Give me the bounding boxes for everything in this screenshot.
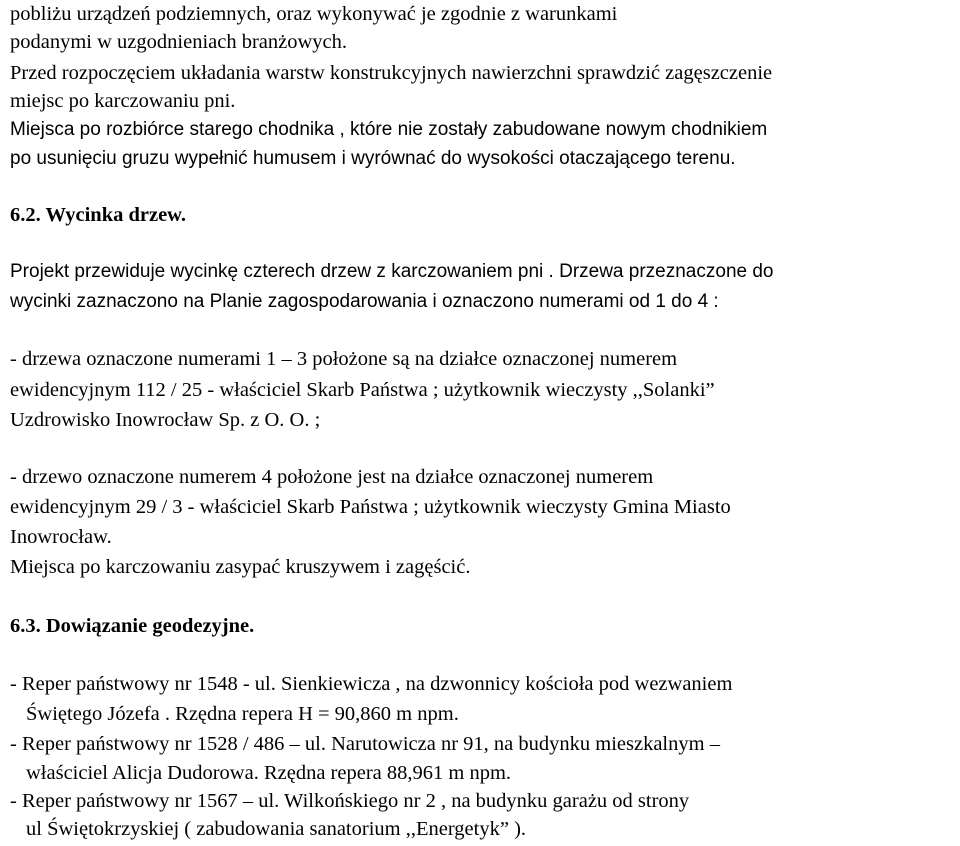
paragraph-line: Przed rozpoczęciem układania warstw konstrukcyjnych nawierzchni sprawdzić zagęszczenie — [10, 62, 773, 84]
list-item-continuation: ul Świętokrzyskiej ( zabudowania sanatorium ,,Energetyk” ). — [26, 818, 527, 840]
list-item-continuation: Świętego Józefa . Rzędna repera H = 90,860 m npm. — [26, 703, 459, 725]
paragraph-line: Miejsca po karczowaniu zasypać kruszywem i zagęścić. — [10, 556, 471, 578]
paragraph-line: miejsc po karczowaniu pni. — [10, 90, 236, 112]
paragraph-line: - drzewa oznaczone numerami 1 – 3 położone są na działce oznaczonej numerem — [10, 348, 678, 370]
paragraph-line: pobliżu urządzeń podziemnych, oraz wykonywać je zgodnie z warunkami — [10, 3, 618, 25]
paragraph-line: po usunięciu gruzu wypełnić humusem i wyrównać do wysokości otaczającego terenu. — [10, 148, 736, 169]
paragraph-line: - drzewo oznaczone numerem 4 położone jest na działce oznaczonej numerem — [10, 466, 654, 488]
list-item: - Reper państwowy nr 1567 – ul. Wilkońskiego nr 2 , na budynku garażu od strony — [10, 790, 690, 812]
list-item-continuation: właściciel Alicja Dudorowa. Rzędna repera 88,961 m npm. — [26, 762, 512, 784]
paragraph-line: ewidencyjnym 112 / 25 - właściciel Skarb Państwa ; użytkownik wieczysty ,,Solanki” — [10, 379, 715, 401]
list-item: - Reper państwowy nr 1528 / 486 – ul. Narutowicza nr 91, na budynku mieszkalnym – — [10, 733, 720, 755]
paragraph-line: Uzdrowisko Inowrocław Sp. z O. O. ; — [10, 409, 321, 431]
section-heading: 6.2. Wycinka drzew. — [10, 204, 186, 226]
paragraph-line: Inowrocław. — [10, 526, 112, 548]
paragraph-line: podanymi w uzgodnieniach branżowych. — [10, 31, 348, 53]
section-heading: 6.3. Dowiązanie geodezyjne. — [10, 615, 255, 637]
paragraph-line: Miejsca po rozbiórce starego chodnika , które nie zostały zabudowane nowym chodnikiem — [10, 119, 768, 140]
paragraph-line: Projekt przewiduje wycinkę czterech drzew z karczowaniem pni . Drzewa przeznaczone do — [10, 261, 774, 282]
list-item: - Reper państwowy nr 1548 - ul. Sienkiewicza , na dzwonnicy kościoła pod wezwaniem — [10, 673, 733, 695]
paragraph-line: wycinki zaznaczono na Planie zagospodarowania i oznaczono numerami od 1 do 4 : — [10, 291, 719, 312]
paragraph-line: ewidencyjnym 29 / 3 - właściciel Skarb Państwa ; użytkownik wieczysty Gmina Miasto — [10, 496, 731, 518]
